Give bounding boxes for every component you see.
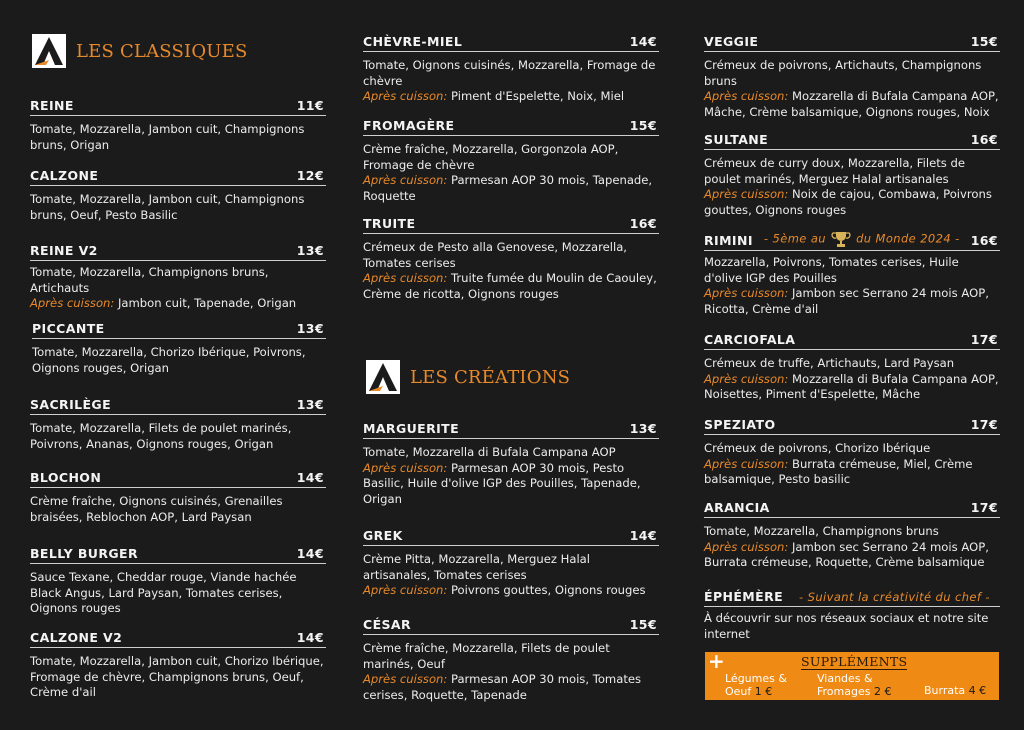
apres-cuisson-ingredients: Jambon cuit, Tapenade, Origan xyxy=(117,296,297,310)
item-ingredients: Tomate, Mozzarella, Champignons bruns xyxy=(704,524,939,538)
apres-cuisson-ingredients: Truite fumée du Moulin de Caouley, Crème de ricotta, Oignons rouges xyxy=(363,271,657,301)
apres-cuisson-ingredients: Mozzarella di Bufala Campana AOP, Mâche, Crème balsamique, Oignons rouges, Noix xyxy=(704,89,999,119)
item-description xyxy=(704,255,1000,317)
menu-item-sultane xyxy=(704,132,1000,218)
menu-item-carciofala xyxy=(704,332,1000,403)
item-price: 17€ xyxy=(970,500,998,515)
item-price: 11€ xyxy=(296,98,324,113)
item-price: 16€ xyxy=(629,216,657,231)
menu-item-piccante xyxy=(32,321,326,376)
rimini-award-note xyxy=(764,230,960,248)
item-description: Tomate, Mozzarella, Chorizo Ibérique, Poivrons, Oignons rouges, Origan xyxy=(32,345,306,375)
item-description xyxy=(363,641,659,703)
supplement-viandes xyxy=(817,672,891,698)
item-ingredients: Crémeux de Pesto alla Genovese, Mozzarella, Tomates cerises xyxy=(363,240,627,270)
item-description xyxy=(30,265,326,312)
menu-item-grek xyxy=(363,528,659,599)
item-price: 16€ xyxy=(970,132,998,147)
item-description xyxy=(363,552,659,599)
item-price: 12€ xyxy=(296,168,324,183)
item-description: À découvrir sur nos réseaux sociaux et notre site internet xyxy=(704,611,989,641)
menu-item-fromagere xyxy=(363,118,659,204)
supplement-label: Oeuf xyxy=(725,685,752,698)
award-note-prefix: - 5ème au xyxy=(763,231,826,246)
plus-icon: + xyxy=(708,649,725,673)
item-name: TRUITE xyxy=(363,216,416,231)
menu-item-calzone-v2 xyxy=(30,630,326,701)
item-description xyxy=(704,156,1000,218)
item-ingredients: Crème Pitta, Mozzarella, Merguez Halal artisanales, Tomates cerises xyxy=(363,552,590,582)
apres-cuisson-label: Après cuisson: xyxy=(704,89,789,103)
section-title-text: LES CLASSIQUES xyxy=(76,40,248,62)
supplement-label: Fromages xyxy=(817,685,871,698)
apres-cuisson-ingredients: Poivrons gouttes, Oignons rouges xyxy=(450,583,646,597)
item-name: PICCANTE xyxy=(32,321,105,336)
item-description xyxy=(363,58,659,105)
apres-cuisson-label: Après cuisson: xyxy=(30,296,115,310)
item-description xyxy=(363,240,659,302)
item-ingredients: Tomate, Mozzarella di Bufala Campana AOP xyxy=(363,445,616,459)
item-description: Tomate, Mozzarella, Jambon cuit, Chorizo Ibérique, Fromage de chèvre, Champignons bruns, Oeuf, Crème d'ail xyxy=(30,654,324,699)
supplement-label: Burrata xyxy=(924,684,966,697)
apres-cuisson-label: Après cuisson: xyxy=(704,456,789,471)
supplement-label: Viandes & xyxy=(817,672,873,685)
supplement-price: 2 € xyxy=(873,685,892,698)
apres-cuisson-label: Après cuisson: xyxy=(704,371,789,386)
item-name: BLOCHON xyxy=(30,470,102,485)
apres-cuisson-ingredients: Noix de cajou, Combawa, Poivrons gouttes, Oignons rouges xyxy=(704,187,992,217)
item-price: 17€ xyxy=(970,417,998,432)
item-name: GREK xyxy=(363,528,403,543)
item-name: ARANCIA xyxy=(704,500,770,515)
menu-item-speziato xyxy=(704,417,1000,488)
item-ingredients: Crémeux de curry doux, Mozzarella, Filets de poulet marinés, Merguez Halal artisanales xyxy=(704,156,965,186)
item-name: CÉSAR xyxy=(363,617,412,632)
apres-cuisson-ingredients: Mozzarella di Bufala Campana AOP, Noisettes, Piment d'Espelette, Mâche xyxy=(704,371,999,401)
apres-cuisson-ingredients: Burrata crémeuse, Miel, Crème balsamique, Pesto basilic xyxy=(704,456,973,486)
apres-cuisson-label: Après cuisson: xyxy=(704,539,789,554)
item-description: Tomate, Mozzarella, Filets de poulet marinés, Poivrons, Ananas, Oignons rouges, Origan xyxy=(30,421,292,451)
item-price: 16€ xyxy=(970,233,998,248)
item-name: CALZONE xyxy=(30,168,99,183)
item-price: 15€ xyxy=(970,34,998,49)
supplement-label: Légumes & xyxy=(725,672,787,685)
item-price: 14€ xyxy=(296,546,324,561)
menu-item-veggie xyxy=(704,34,1000,120)
apres-cuisson-label: Après cuisson: xyxy=(363,89,448,103)
item-description: Crème fraîche, Oignons cuisinés, Grenailles braisées, Reblochon AOP, Lard Paysan xyxy=(30,494,283,524)
supplement-price: 1 € xyxy=(754,685,773,698)
brand-logo-icon xyxy=(366,360,400,394)
menu-item-arancia xyxy=(704,500,1000,571)
menu-item-rimini xyxy=(704,230,1000,317)
section-title-text: LES CRÉATIONS xyxy=(410,366,571,388)
supplements-box xyxy=(705,649,999,700)
section-title-creations xyxy=(366,360,570,394)
item-price: 17€ xyxy=(970,332,998,347)
apres-cuisson-ingredients: Piment d'Espelette, Noix, Miel xyxy=(450,89,625,103)
apres-cuisson-ingredients: Parmesan AOP 30 mois, Tomates cerises, Roquette, Tapenade xyxy=(363,672,642,702)
item-price: 14€ xyxy=(296,470,324,485)
apres-cuisson-label: Après cuisson: xyxy=(363,583,448,597)
item-description xyxy=(704,524,1000,571)
item-description xyxy=(363,142,659,204)
item-ingredients: Crème fraîche, Mozzarella, Filets de poulet marinés, Oeuf xyxy=(363,641,610,671)
item-price: 14€ xyxy=(629,34,657,49)
item-ingredients: Mozzarella, Poivrons, Tomates cerises, Huile d'olive IGP des Pouilles xyxy=(704,255,959,285)
supplements-title: SUPPLÉMENTS xyxy=(801,654,908,669)
item-price: 15€ xyxy=(629,118,657,133)
item-description: Tomate, Mozzarella, Jambon cuit, Champignons bruns, Origan xyxy=(30,122,305,152)
item-description xyxy=(363,445,659,507)
item-ingredients: Crémeux de truffe, Artichauts, Lard Paysan xyxy=(704,356,955,370)
menu-item-marguerite xyxy=(363,421,659,507)
supplement-price: 4 € xyxy=(968,684,987,697)
section-title-classiques xyxy=(32,34,248,68)
item-name: CARCIOFALA xyxy=(704,332,796,347)
item-description: Tomate, Mozzarella, Jambon cuit, Champignons bruns, Oeuf, Pesto Basilic xyxy=(30,192,305,222)
item-name: VEGGIE xyxy=(704,34,759,49)
apres-cuisson-label: Après cuisson: xyxy=(363,173,448,187)
item-price: 14€ xyxy=(296,630,324,645)
item-price: 13€ xyxy=(296,243,324,258)
item-ingredients: Crème fraîche, Mozzarella, Gorgonzola AOP, Fromage de chèvre xyxy=(363,142,619,172)
item-name: BELLY BURGER xyxy=(30,546,138,561)
item-name: ÉPHÉMÈRE xyxy=(704,589,784,604)
menu-item-sacrilege xyxy=(30,397,326,452)
item-name: REINE V2 xyxy=(30,243,98,258)
menu-item-calzone xyxy=(30,168,326,223)
item-name: SULTANE xyxy=(704,132,769,147)
apres-cuisson-ingredients: Jambon sec Serrano 24 mois AOP, Burrata crémeuse, Roquette, Crème balsamique xyxy=(704,539,989,569)
menu-item-reine xyxy=(30,98,326,153)
item-name: MARGUERITE xyxy=(363,421,460,436)
chef-creativity-note: - Suivant la créativité du chef - xyxy=(799,590,990,604)
item-description xyxy=(704,58,1000,120)
item-name: REINE xyxy=(30,98,74,113)
menu-item-truite xyxy=(363,216,659,302)
apres-cuisson-label: Après cuisson: xyxy=(704,286,789,300)
supplement-burrata xyxy=(924,684,986,697)
apres-cuisson-ingredients: Jambon sec Serrano 24 mois AOP, Ricotta, Crème d'ail xyxy=(704,286,989,316)
trophy-icon xyxy=(830,230,852,248)
item-ingredients: Crémeux de poivrons, Chorizo Ibérique xyxy=(704,441,931,455)
menu-item-ephemere xyxy=(704,589,1000,642)
item-description: Sauce Texane, Cheddar rouge, Viande hachée Black Angus, Lard Paysan, Tomates cerises, Oignons rouges xyxy=(30,570,297,615)
menu-item-cesar xyxy=(363,617,659,703)
apres-cuisson-label: Après cuisson: xyxy=(363,271,448,285)
award-note-suffix: du Monde 2024 - xyxy=(856,231,960,246)
item-price: 13€ xyxy=(296,321,324,336)
item-name: CHÈVRE-MIEL xyxy=(363,34,463,49)
item-name: SACRILÈGE xyxy=(30,397,112,412)
item-name: CALZONE V2 xyxy=(30,630,123,645)
apres-cuisson-label: Après cuisson: xyxy=(363,672,448,686)
item-name: SPEZIATO xyxy=(704,417,776,432)
menu-item-belly-burger xyxy=(30,546,326,617)
apres-cuisson-label: Après cuisson: xyxy=(704,187,789,201)
item-description xyxy=(704,441,1000,488)
item-description xyxy=(704,356,1000,403)
item-ingredients: Crémeux de poivrons, Artichauts, Champignons bruns xyxy=(704,58,982,88)
item-ingredients: Tomate, Oignons cuisinés, Mozzarella, Fromage de chèvre xyxy=(363,58,656,88)
item-ingredients: Tomate, Mozzarella, Champignons bruns, Artichauts xyxy=(30,265,269,295)
apres-cuisson-label: Après cuisson: xyxy=(363,460,448,475)
supplement-legumes xyxy=(725,672,787,698)
menu-item-blochon xyxy=(30,470,326,525)
menu-item-reine-v2 xyxy=(30,243,326,312)
item-name: RIMINI xyxy=(704,233,753,248)
item-price: 15€ xyxy=(629,617,657,632)
apres-cuisson-ingredients: Parmesan AOP 30 mois, Pesto Basilic, Huile d'olive IGP des Pouilles, Tapenade, Origan xyxy=(363,460,641,506)
item-price: 14€ xyxy=(629,528,657,543)
menu-item-chevre-miel xyxy=(363,34,659,105)
brand-logo-icon xyxy=(32,34,66,68)
item-price: 13€ xyxy=(629,421,657,436)
item-name: FROMAGÈRE xyxy=(363,118,455,133)
apres-cuisson-ingredients: Parmesan AOP 30 mois, Tapenade, Roquette xyxy=(363,173,653,203)
item-price: 13€ xyxy=(296,397,324,412)
